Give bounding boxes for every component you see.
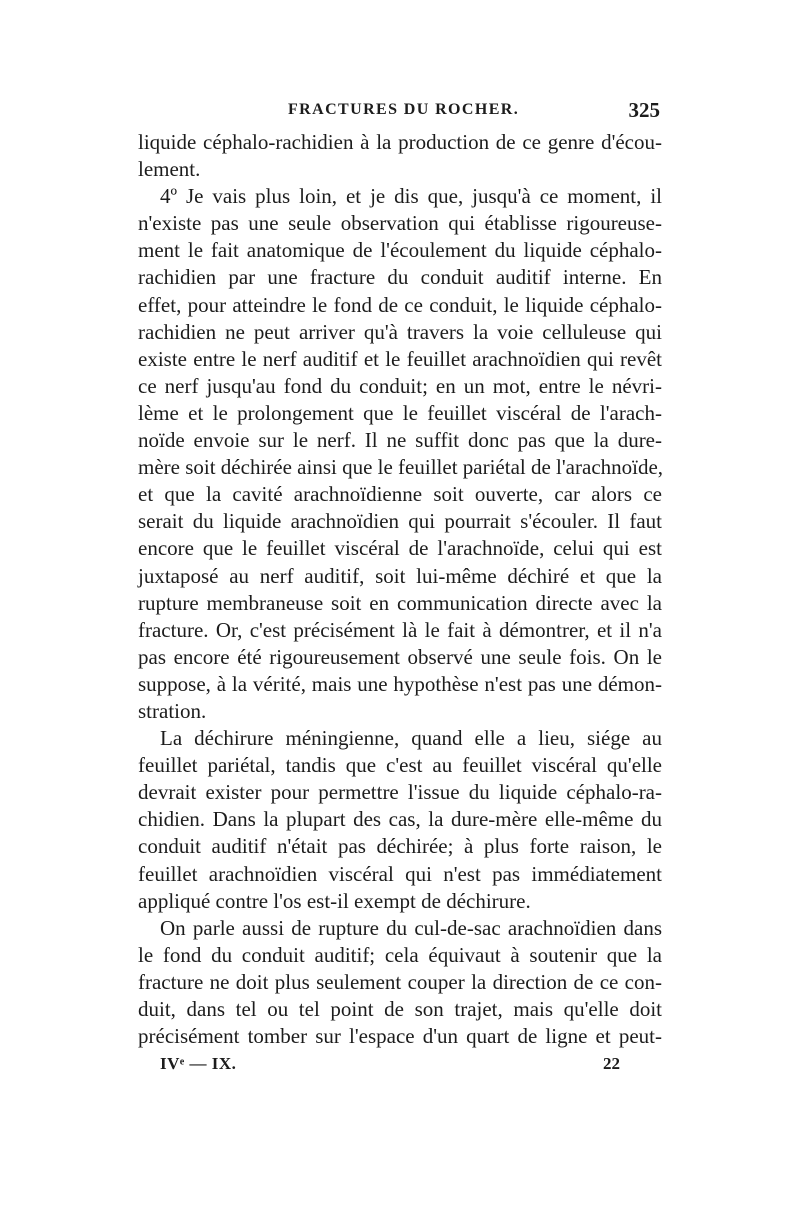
text-line: chidien. Dans la plupart des cas, la dure-mère elle-même du <box>138 807 662 832</box>
body-text <box>138 129 662 1050</box>
text-line: existe entre le nerf auditif et le feuillet arachnoïdien qui revêt <box>138 346 662 371</box>
text-line: devrait exister pour permettre l'issue du liquide céphalo-ra- <box>138 780 662 805</box>
running-footer <box>160 1054 630 1078</box>
text-line: rachidien par une fracture du conduit auditif interne. En <box>138 265 662 290</box>
text-line: feuillet arachnoïdien viscéral qui n'est pas immédiatement <box>138 861 662 886</box>
text-line: ce nerf jusqu'au fond du conduit; en un mot, entre le névri- <box>138 373 662 398</box>
text-line: stration. <box>138 698 207 723</box>
text-line: duit, dans tel ou tel point de son trajet, mais qu'elle doit <box>138 997 662 1021</box>
text-line: appliqué contre l'os est-il exempt de déchirure. <box>138 888 531 913</box>
text-line: noïde envoie sur le nerf. Il ne suffit donc pas que la dure- <box>138 428 662 453</box>
text-line: conduit auditif n'était pas déchirée; à plus forte raison, le <box>138 834 662 859</box>
text-line: fracture ne doit plus seulement couper la direction de ce con- <box>138 969 662 994</box>
text-line: suppose, à la vérité, mais une hypothèse n'est pas une démon- <box>138 671 662 696</box>
text-line: ment le fait anatomique de l'écoulement du liquide céphalo- <box>138 238 662 263</box>
running-title: FRACTURES DU ROCHER. <box>288 101 520 118</box>
text-line: encore que le feuillet viscéral de l'arachnoïde, celui qui est <box>138 536 662 561</box>
text-line: juxtaposé au nerf auditif, soit lui-même déchiré et que la <box>138 563 662 588</box>
text-line: n'existe pas une seule observation qui établisse rigoureuse- <box>138 211 662 236</box>
sheet-number: 22 <box>603 1054 620 1073</box>
text-line: lème et le prolongement que le feuillet viscéral de l'arach- <box>138 400 662 425</box>
text-line: rupture membraneuse soit en communication directe avec la <box>138 590 662 615</box>
text-line: feuillet pariétal, tandis que c'est au feuillet viscéral qu'elle <box>138 753 662 778</box>
running-header <box>138 98 662 127</box>
text-line: La déchirure méningienne, quand elle a lieu, siége au <box>160 726 662 751</box>
page-number: 325 <box>628 98 660 122</box>
text-line: et que la cavité arachnoïdienne soit ouverte, car alors ce <box>138 482 662 507</box>
text-line: mère soit déchirée ainsi que le feuillet pariétal de l'arachnoïde, <box>138 455 664 480</box>
text-line: serait du liquide arachnoïdien qui pourrait s'écouler. Il faut <box>138 509 662 534</box>
text-line: fracture. Or, c'est précisément là le fait à démontrer, et il n'a <box>138 617 662 642</box>
text-line: liquide céphalo-rachidien à la production de ce genre d'écou- <box>138 130 662 154</box>
text-line: rachidien ne peut arriver qu'à travers la voie celluleuse qui <box>138 319 662 344</box>
signature-mark: IVᵉ — IX. <box>160 1054 237 1073</box>
text-line: effet, pour atteindre le fond de ce conduit, le liquide céphalo- <box>138 292 662 317</box>
text-line: précisément tomber sur l'espace d'un quart de ligne et peut- <box>138 1024 662 1049</box>
text-line: pas encore été rigoureusement observé une seule fois. On le <box>138 644 662 669</box>
text-line: 4º Je vais plus loin, et je dis que, jusqu'à ce moment, il <box>160 184 662 209</box>
text-line: le fond du conduit auditif; cela équivaut à soutenir que la <box>138 942 662 967</box>
text-line: lement. <box>138 157 201 182</box>
text-line: On parle aussi de rupture du cul-de-sac arachnoïdien dans <box>160 915 662 940</box>
